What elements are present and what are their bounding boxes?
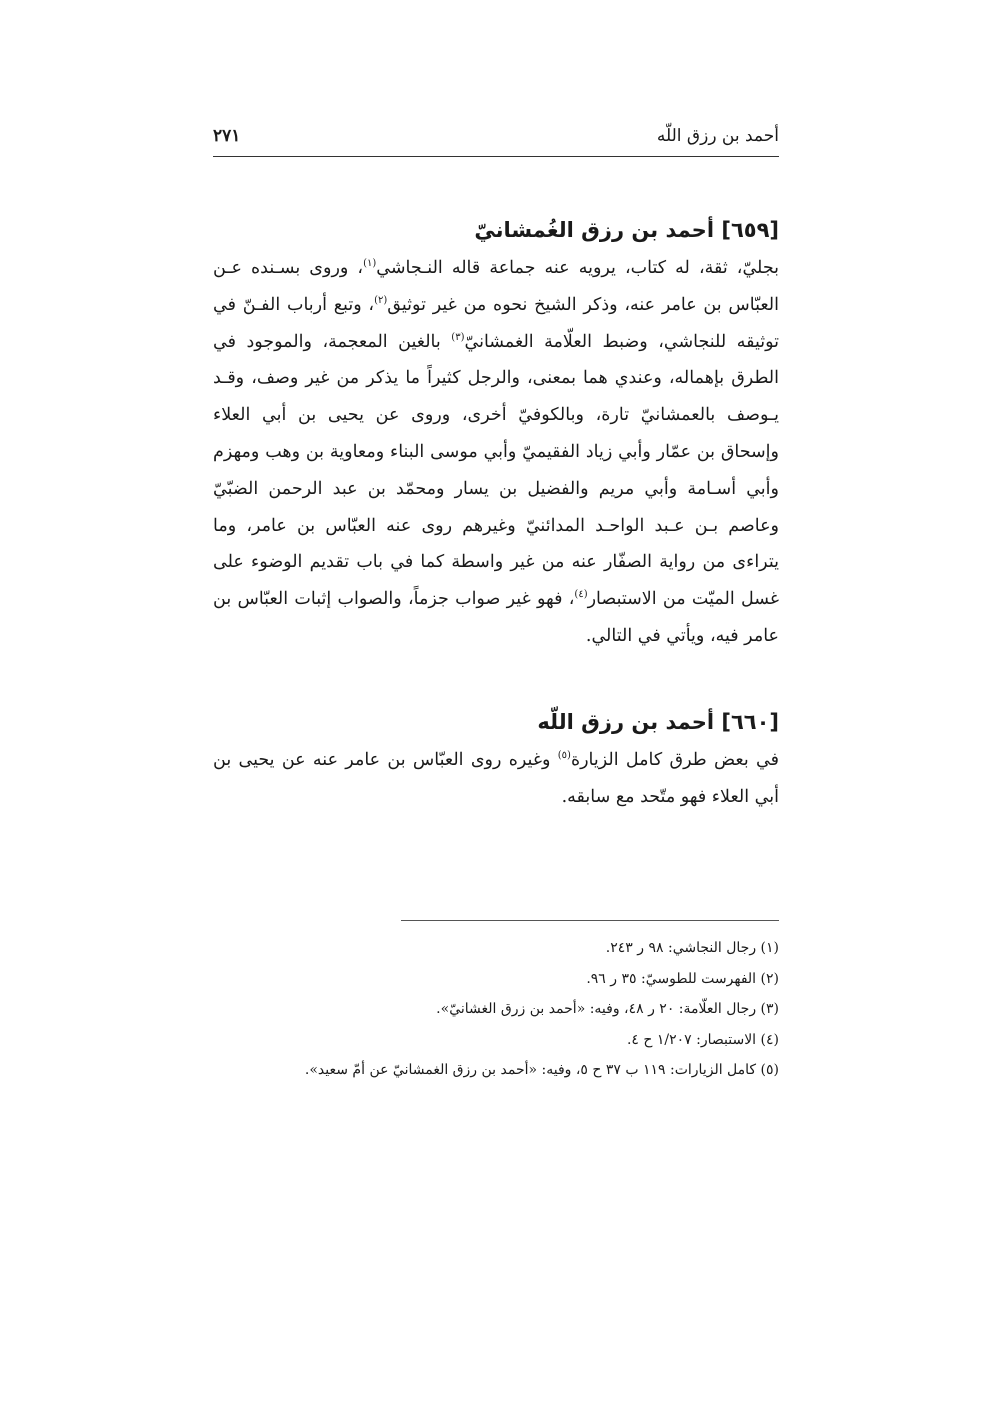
- entry-heading: [٦٦٠] أحمد بن رزق اللّه: [537, 710, 779, 734]
- footnote-divider: [401, 920, 779, 921]
- entry-paragraph: [213, 742, 779, 816]
- footnote-1: (١) رجال النجاشي: ٩٨ ر ٢٤٣.: [605, 940, 779, 956]
- running-title: أحمد بن رزق اللّه: [656, 126, 779, 146]
- text-segment: وغيره روى العبّاس بن عامر عنه عن يحيى بن أبي العلاء فهو متّحد مع سابقه.: [213, 750, 779, 807]
- page-number: ٢٧١: [213, 126, 241, 146]
- footnote-ref[interactable]: (٥): [557, 750, 571, 762]
- text-segment: ، فهو غير صواب جزماً، والصواب إثبات العبّاس بن عامر فيه، ويأتي في التالي.: [213, 589, 779, 646]
- footnote-5: (٥) كامل الزيارات: ١١٩ ب ٣٧ ح ٥، وفيه: «أحمد بن رزق الغمشانيّ عن أمّ سعيد».: [304, 1062, 779, 1078]
- footnote-ref[interactable]: (٢): [374, 294, 388, 306]
- text-segment: ، وروى بسـنده عـن العبّاس بن عامر عنه، وذكر الشيخ نحوه من غير توثيق: [213, 258, 779, 315]
- footnote-3: (٣) رجال العلّامة: ٢٠ ر ٤٨، وفيه: «أحمد بن زرق الغشانيّ».: [436, 1001, 779, 1017]
- text-segment: ، وتبع أرباب الفـنّ في توثيقه للنجاشي، وضبط العلّامة الغمشانيّ: [213, 294, 780, 352]
- page-header: [213, 122, 779, 156]
- text-segment: بالغين المعجمة، والموجود في الطرق بإهماله، وعندي هما بمعنى، والرجل كثيراً ما يذكر من غير وصف، وقـد يـوصف بالعمشانيّ تارة، وبالكوفيّ أخرى، وروى عن يحيى بن أبي العلاء وإسحاق بن عمّار وأبي زياد الفقيميّ وأبي موسى البناء ومعاوية بن وهب ومهزم وأبي أسـامة وأبي مريم والفضيل بن يسار ومحمّد بن عبد الرحمن الضبّيّ وعاصم بـن عـبد الواحـد المدائنيّ وغيرهم روى عنه العبّاس بن عامر، وما يتراءى من رواية الصفّار عنه من غير واسطة كما في باب تقديم الوضوء على غسل الميّت من الاستبصار: [213, 331, 779, 610]
- footnote-4: (٤) الاستبصار: ١/٢٠٧ ح ٤.: [626, 1031, 779, 1048]
- text-segment: بجليّ، ثقة، له كتاب، يرويه عنه جماعة قاله النـجاشي: [376, 258, 779, 278]
- header-divider: [213, 156, 779, 157]
- entry-paragraph: [213, 250, 779, 655]
- footnote-2: (٢) الفهرست للطوسيّ: ٣٥ ر ٩٦.: [586, 970, 779, 987]
- footnote-ref[interactable]: (١): [363, 258, 377, 270]
- entry-heading: [٦٥٩] أحمد بن رزق الغُمشانيّ: [474, 218, 779, 242]
- entry-659: [213, 210, 779, 655]
- footnotes: [213, 933, 779, 1086]
- footnote-ref[interactable]: (٣): [451, 331, 465, 343]
- entry-660: [213, 702, 779, 816]
- text-segment: في بعض طرق كامل الزيارة: [570, 750, 779, 770]
- footnote-ref[interactable]: (٤): [574, 589, 588, 601]
